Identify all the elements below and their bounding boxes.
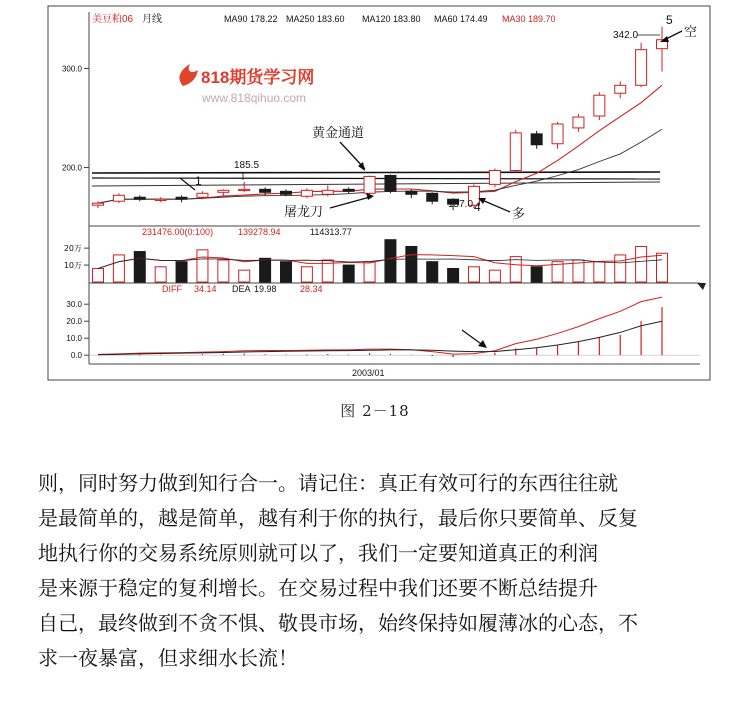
indicator-readout: MA60 174.49 [434,14,488,24]
volume-bar [113,255,124,282]
candle-body [427,193,438,201]
macd-readout-name: DIFF [162,284,182,294]
volume-bar [448,268,459,282]
high-annotation: 185.5 [234,160,260,171]
paragraph-line: 地执行你的交易系统原则就可以了，我们一定要知道真正的利润 [38,541,598,565]
volume-tick-label: 10万 [63,261,82,271]
candle-body [343,189,354,191]
macd-tick-label: 20.0 [66,317,82,327]
candle-body [636,50,647,86]
macd-readout-value: 34.14 [194,284,217,294]
volume-readout-2: 139278.94 [238,227,281,237]
macd-tick-label: 0.0 [70,351,82,361]
volume-bar [260,258,271,282]
candle-body [322,190,333,194]
volume-bar [218,260,229,282]
x-axis-label: 2003/01 [352,368,385,378]
volume-bar [281,262,292,282]
candle-body [197,193,208,197]
macd-readout-value: 28.34 [300,284,323,294]
paragraph-line: 则，同时努力做到知行合一。请记住：真正有效可行的东西往往就 [38,471,618,495]
candle-body [615,85,626,93]
candle-body [113,195,124,201]
candle-body [93,203,104,205]
candle-body [155,199,166,200]
macd-readout-name: DEA [232,284,251,294]
volume-bar [343,265,354,282]
macd-tick-label: 10.0 [66,334,82,344]
paragraph-line: 是最简单的，越是简单，越有利于你的执行，最后你只要简单、反复 [38,506,638,530]
candle-body [281,191,292,194]
channel-line-upper [92,172,660,173]
paragraph-line: 自己，最终做到不贪不惧、敬畏市场，始终保持如履薄冰的心态，不 [38,611,638,635]
volume-bar [93,268,104,282]
indicator-readout: MA30 189.70 [502,14,556,24]
candle-body [218,190,229,192]
candle-body [364,176,375,193]
macd-tick-label: 30.0 [66,300,82,310]
candle-body [531,134,542,145]
volume-bar [657,253,668,282]
label-golden-channel: 黄金通道 [312,126,365,141]
volume-bar [176,262,187,282]
volume-readout-3: 114313.77 [310,227,352,237]
volume-bar [197,250,208,282]
peak-annotation: 342.0 [613,30,639,41]
volume-tick-label: 20万 [63,244,82,254]
candle-body [239,189,250,190]
volume-bar [615,255,626,282]
volume-bar [636,246,647,282]
label-number-5: 5 [666,13,673,27]
price-tick-label: 200.0 [61,163,82,173]
indicator-readout: MA250 183.60 [286,14,345,24]
label-number-4: 4 [474,200,481,214]
candle-body [594,95,605,116]
volume-bar [155,267,166,282]
volume-bar [134,252,145,282]
watermark-site: 818期货学习网 [201,68,315,87]
volume-bar [510,257,521,282]
candle-body [406,191,417,194]
watermark-url: www.818qihuo.com [202,91,307,105]
candle-body [260,189,271,192]
price-tick-label: 300.0 [61,64,82,74]
volume-bar [531,267,542,282]
volume-bar [239,270,250,282]
volume-bar [469,267,480,282]
label-long: 多 [512,207,526,222]
body-paragraph [38,466,718,676]
figure-caption: 图 2－18 [340,402,410,420]
low-annotation: 157.0 [448,199,474,210]
volume-bar [427,262,438,282]
label-knife: 屠龙刀 [284,205,324,220]
volume-readout-1: 231476.00(0:100) [142,227,214,237]
candle-body [489,171,500,185]
label-number-1: 1 [195,174,202,188]
candle-body [134,197,145,199]
chart-frame [48,6,710,380]
candle-body [385,175,396,191]
volume-bar [385,240,396,282]
indicator-readout: MA120 183.80 [362,14,421,24]
volume-bar [364,262,375,282]
volume-bar [301,267,312,282]
chart-title: 美豆粕06 [92,14,134,25]
label-short: 空 [684,25,698,40]
candle-body [301,190,312,196]
macd-readout-value: 19.98 [254,284,277,294]
volume-bar [406,246,417,282]
candle-body [573,117,584,128]
indicator-readout: MA90 178.22 [224,14,278,24]
candle-body [552,124,563,144]
chart-period: 月线 [142,14,162,25]
candle-body [176,197,187,199]
volume-bar [489,270,500,282]
paragraph-line: 求一夜暴富，但求细水长流！ [38,646,298,670]
volume-bar [594,262,605,282]
candle-body [510,133,521,171]
paragraph-line: 是来源于稳定的复利增长。在交易过程中我们还要不断总结提升 [38,576,598,600]
